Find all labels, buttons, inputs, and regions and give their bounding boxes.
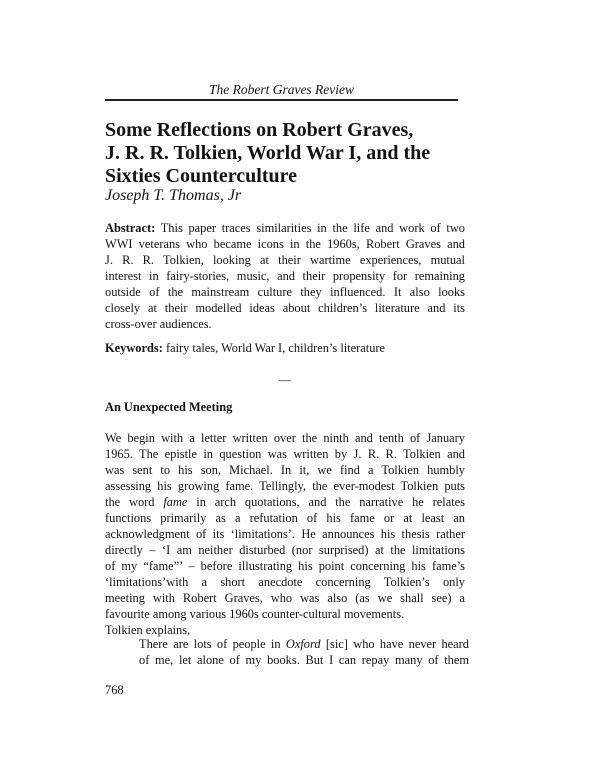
section-separator: —	[278, 373, 292, 387]
paragraph-line: We begin with a letter written over the ninth and tenth of January	[105, 431, 465, 445]
header-rule	[105, 99, 458, 101]
paragraph-line: directly – ‘I am neither disturbed (nor surprised) at the limitations	[105, 543, 465, 557]
section-heading: An Unexpected Meeting	[105, 400, 233, 414]
quote-line: of me, let alone of my books. But I can repay many of them	[139, 653, 469, 667]
quote-line	[139, 636, 469, 652]
abstract-line: cross-over audiences.	[105, 317, 212, 331]
paragraph-line	[105, 494, 465, 510]
article-title	[105, 119, 465, 188]
abstract-line: WWI veterans who became icons in the 1960s, Robert Graves and	[105, 237, 465, 251]
page-number: 768	[105, 683, 124, 697]
paragraph-line: 1965. The epistle in question was written by J. R. R. Tolkien and	[105, 447, 465, 461]
abstract-text: This paper traces similarities in the life and work of two	[160, 221, 465, 235]
paragraph-line: favourite among various 1960s counter-cultural movements.	[105, 607, 405, 621]
paragraph-line: assessing his growing fame. Tellingly, the ever-modest Tolkien puts	[105, 479, 465, 493]
body-paragraph	[105, 430, 465, 638]
paragraph-text: in arch quotations, and the narrative he relates	[187, 495, 465, 509]
emphasis-oxford: Oxford	[285, 637, 321, 651]
paragraph-line: ‘limitations’with a short anecdote concerning Tolkien’s only	[105, 575, 465, 589]
abstract-line: interest in fairy-stories, music, and their propensity for remaining	[105, 269, 465, 283]
abstract-line: closely at their modelled ideas about children’s literature and its	[105, 301, 465, 315]
keywords	[105, 340, 465, 356]
paragraph-line: was sent to his son, Michael. In it, we find a Tolkien humbly	[105, 463, 465, 477]
abstract-line: J. R. R. Tolkien, looking at their wartime experiences, mutual	[105, 253, 465, 267]
paragraph-line: functions primarily as a refutation of his fame or at least an	[105, 511, 465, 525]
paragraph-line: of my “fame”’ – before illustrating his point concerning his fame’s	[105, 559, 465, 573]
abstract-line	[105, 220, 465, 236]
keywords-text: fairy tales, World War I, children’s literature	[165, 341, 386, 355]
paragraph-line: Tolkien explains,	[105, 623, 191, 637]
abstract-line: outside of the mainstream culture they influenced. It also looks	[105, 285, 465, 299]
abstract-label: Abstract:	[105, 221, 156, 235]
emphasis-fame: fame	[163, 495, 188, 509]
title-line: J. R. R. Tolkien, World War I, and the	[105, 142, 431, 164]
block-quote	[139, 636, 469, 668]
title-line: Some Reflections on Robert Graves,	[105, 119, 414, 141]
quote-text: There are lots of people in	[139, 637, 286, 651]
paragraph-line: acknowledgment of its ‘limitations’. He announces his thesis rather	[105, 527, 465, 541]
running-head: The Robert Graves Review	[208, 82, 355, 97]
abstract	[105, 220, 465, 332]
author-name: Joseph T. Thomas, Jr	[105, 187, 242, 204]
title-line: Sixties Counterculture	[105, 165, 298, 187]
quote-text: [sic] who have never heard	[320, 637, 469, 651]
paragraph-text: the word	[105, 495, 164, 509]
paragraph-line: meeting with Robert Graves, who was also (as we shall see) a	[105, 591, 465, 605]
keywords-label: Keywords:	[105, 341, 163, 355]
